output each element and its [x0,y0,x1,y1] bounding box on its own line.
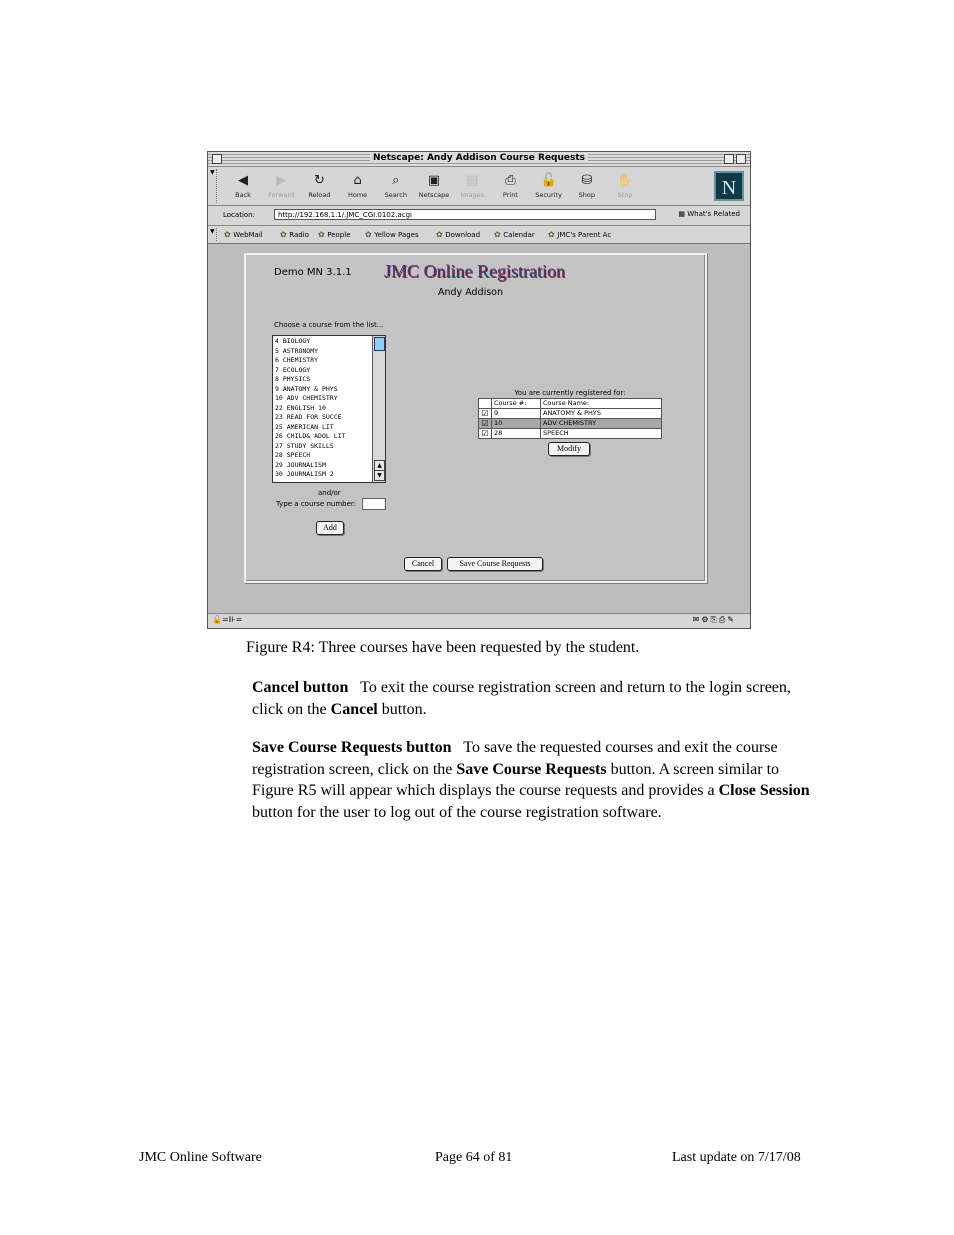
toolbar-netscape-button[interactable] [415,173,453,199]
footer-right: Last update on 7/17/08 [672,1150,801,1165]
bookmark-icon: ✿ [365,230,375,239]
toolbar-images-button[interactable] [453,173,491,199]
bookmark-item[interactable] [436,230,480,239]
registered-courses [478,389,662,453]
registration-panel [244,253,707,583]
back-icon: ◀ [238,173,248,188]
forward-icon: ▶ [276,173,287,188]
and-or-label: and/or [318,489,341,497]
course-checkbox-icon[interactable]: ☑ [479,419,492,429]
cancel-title: Cancel button [252,679,349,696]
add-button[interactable]: Add [316,521,344,535]
course-name: SPEECH [541,429,662,439]
toolbar-button-label: Shop [578,191,595,199]
course-list[interactable] [272,335,386,483]
personal-toolbar [208,226,750,244]
save-text-3: button for the user to log out of the course registration software. [252,803,662,821]
bookmark-icon: ✿ [548,230,558,239]
personal-bar-grip-icon[interactable]: ▼ [210,228,217,241]
table-row [479,419,662,429]
netscape-logo[interactable]: N [714,171,744,201]
search-icon: ⌕ [392,173,400,188]
save-title: Save Course Requests button [252,739,452,756]
choose-prompt: Choose a course from the list... [274,321,384,329]
location-bar [208,206,750,226]
list-item[interactable]: 4 BIOLOGY [275,337,311,345]
navigation-toolbar [208,167,750,206]
bookmark-item[interactable] [224,230,263,239]
list-scrollbar[interactable] [372,336,385,482]
netscape-icon: ▣ [427,173,441,188]
student-name: Andy Addison [438,287,504,298]
bookmark-label: Yellow Pages [374,231,419,239]
lock-icon: 🔓 [540,173,557,188]
footer-left: JMC Online Software [139,1150,262,1165]
save-bold-1: Save Course Requests [456,760,607,778]
list-item[interactable]: 22 ENGLISH 10 [275,403,326,412]
toolbar-button-label: Home [347,191,368,199]
bookmark-item[interactable] [318,230,351,239]
list-item[interactable]: 29 JOURNALISM [275,460,326,469]
toolbar-print-button[interactable] [491,173,529,199]
registered-table [478,398,662,439]
save-paragraph [252,737,822,823]
toolbar-button-label: Search [384,191,407,199]
save-course-requests-button[interactable]: Save Course Requests [447,557,543,571]
toolbar-stop-button[interactable] [606,173,644,199]
print-icon: ⎙ [505,173,516,188]
save-text-1: To save the requested courses and exit the course registration screen, click on the [252,739,778,778]
list-item[interactable]: 5 ASTRONOMY [275,346,319,355]
course-number-label: Type a course number: [276,500,356,508]
toolbar-home-button[interactable] [339,173,377,199]
list-item[interactable]: 10 ADV CHEMISTRY [275,394,338,402]
list-item[interactable]: 8 PHYSICS [275,375,311,383]
course-number: 9 [492,409,541,419]
toolbar-button-label: Reload [308,191,331,199]
bookmark-item[interactable] [548,230,611,239]
toolbar-back-button[interactable] [224,173,262,199]
list-item[interactable]: 28 SPEECH [275,451,311,459]
footer-center: Page 64 of 81 [435,1150,513,1165]
course-number: 28 [492,429,541,439]
toolbar-reload-button[interactable] [300,173,338,199]
window-title: Netscape: Andy Addison Course Requests [370,153,588,163]
scroll-down-icon[interactable]: ▼ [374,470,385,481]
bookmark-icon: ✿ [494,230,504,239]
bookmark-label: People [327,231,351,239]
list-item[interactable]: 26 CHILD& ADOL LIT [275,432,346,440]
course-name: ANATOMY & PHYS [541,409,662,419]
save-text-2: button. A screen similar to Figure R5 will appear which displays the course requests and provides a [252,760,780,799]
list-item[interactable]: 9 ANATOMY & PHYS [275,384,338,393]
stop-icon: ✋ [616,173,634,188]
course-checkbox-icon[interactable]: ☑ [479,429,492,439]
toolbar-button-label: Security [535,191,562,199]
toolbar-search-button[interactable] [377,173,415,199]
bookmark-label: Radio [289,231,309,239]
course-number: 10 [492,419,541,429]
bookmark-item[interactable] [280,230,309,239]
toolbar-button-label: Netscape [418,191,450,199]
whats-related-label: What's Related [687,210,740,218]
header-course-number: Course #: [492,399,541,409]
toolbar-security-button[interactable] [530,173,568,199]
list-item[interactable]: 7 ECOLOGY [275,365,311,374]
list-item[interactable]: 23 READ FOR SUCCE [275,413,342,421]
toolbar-button-label: Images [460,191,485,199]
location-label: Location: [223,211,255,219]
list-item[interactable]: 27 STUDY SKILLS [275,441,334,450]
url-field[interactable]: http://192.168.1.1/.JMC_CGI.0102.acgi [274,209,656,220]
cancel-bold: Cancel [330,700,378,718]
page-content [208,244,750,613]
cancel-button[interactable]: Cancel [404,557,442,571]
modify-button[interactable]: Modify [548,442,590,456]
images-icon: ▤ [466,173,479,188]
list-item[interactable]: 6 CHEMISTRY [275,356,319,364]
toolbar-shop-button[interactable] [568,173,606,199]
course-checkbox-icon[interactable]: ☑ [479,409,492,419]
bookmark-label: Calendar [503,231,535,239]
toolbar-forward-button[interactable] [262,173,300,199]
bookmark-icon: ✿ [318,230,328,239]
figure-caption: Figure R4: Three courses have been requested by the student. [246,639,640,656]
scroll-thumb[interactable] [374,337,385,351]
toolbar-button-label: Print [502,191,518,199]
bookmark-label: WebMail [233,231,263,239]
scroll-up-icon[interactable]: ▲ [374,460,385,471]
toolbar-button-label: Back [235,191,251,199]
collapse-box-icon[interactable] [736,154,746,164]
save-bold-2: Close Session [718,782,810,799]
title-bar[interactable] [208,152,750,167]
bookmark-icon: ✿ [280,230,290,239]
bookmark-icon: ✿ [436,230,446,239]
bookmark-label: Download [445,231,481,239]
security-lock-icon[interactable]: 🔓=⊪= [212,615,243,624]
whats-related-button[interactable]: ▦ What's Related [678,210,740,218]
component-bar-icons[interactable]: ✉⚙⎘⎙✎ [692,615,736,624]
toolbar-grip-icon[interactable]: ▼ [210,169,217,203]
table-row [479,429,662,439]
bookmark-item[interactable] [494,230,535,239]
header-course-name: Course Name: [541,399,662,409]
version-label: Demo MN 3.1.1 [274,267,352,278]
reload-icon: ↻ [313,173,325,188]
zoom-box-icon[interactable] [724,154,734,164]
list-item[interactable]: 25 AMERICAN LIT [275,422,334,431]
status-bar [208,613,750,628]
table-row [479,409,662,419]
bookmark-item[interactable] [365,230,419,239]
brand-title: JMC Online Registration [384,261,565,281]
course-number-input[interactable] [362,498,386,510]
browser-window [207,151,751,629]
registered-caption: You are currently registered for: [514,389,626,397]
toolbar-button-label: Forward [268,191,295,199]
cancel-paragraph [252,677,822,720]
bookmark-icon: ✿ [224,230,234,239]
bookmark-label: JMC's Parent Ac [557,231,612,239]
list-item[interactable]: 30 JOURNALISM 2 [275,470,334,478]
cancel-text-1: To exit the course registration screen and return to the login screen, click on the [252,679,791,718]
home-icon: ⌂ [353,173,362,188]
toolbar-button-label: Stop [617,191,633,199]
cancel-text-2: button. [377,700,427,718]
shop-icon: ⛁ [581,173,593,188]
course-name: ADV CHEMISTRY [541,419,662,429]
